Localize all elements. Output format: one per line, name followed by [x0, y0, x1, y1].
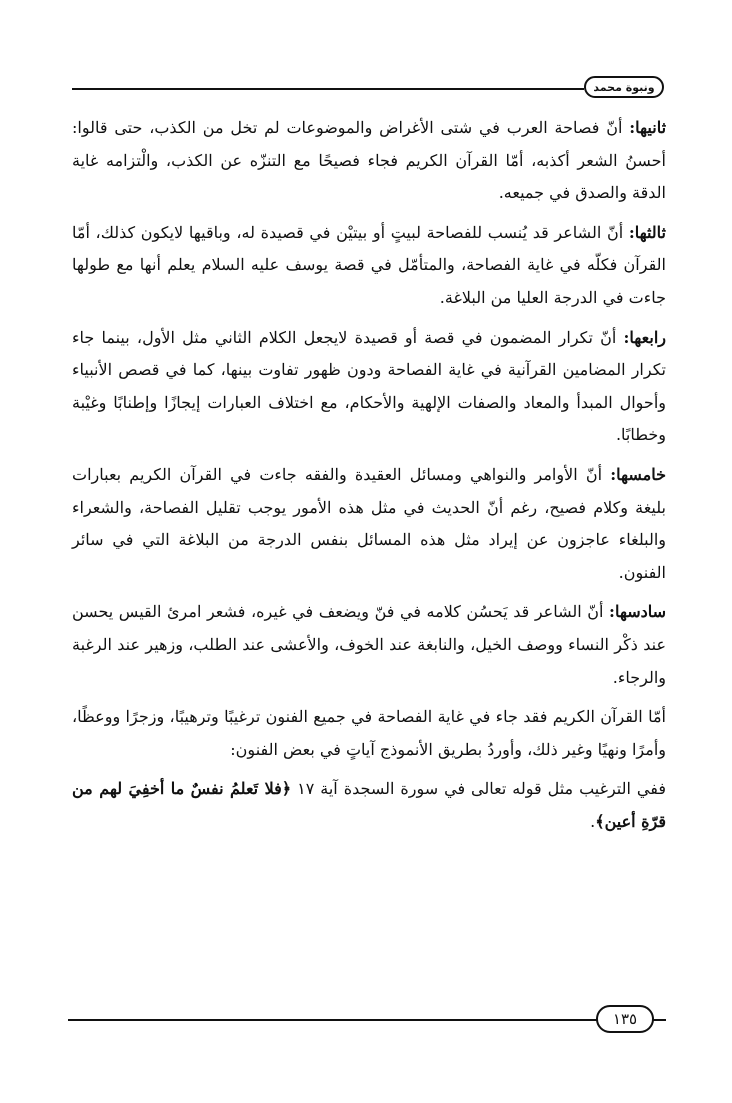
paragraph-second-point: [72, 112, 666, 210]
paragraph-quran-eloquence: [72, 701, 666, 766]
header-rule-tail: [574, 88, 584, 90]
running-header: [72, 70, 664, 106]
footer-rule-tail: [652, 1019, 666, 1021]
paragraph-text: أنّ تكرار المضمون في قصة أو قصيدة لايجعل الكلام الثاني مثل الأول، بينما جاء تكرار المضامين القرآنية في غاية الفصاحة ودون ظهور تفاوت بينها، كما في قصص الأنبياء وأحوال المبدأ والمعاد والصفات الإلهية والأحكام، مع اختلاف العبارات إيجازًا وإطنابًا وغيْبة وخطابًا.: [72, 327, 666, 445]
point-heading: رابعها:: [623, 327, 666, 347]
paragraph-third-point: [72, 217, 666, 315]
paragraph-sixth-point: [72, 596, 666, 694]
closing-period: .: [590, 811, 596, 831]
point-heading: ثالثها:: [628, 222, 666, 242]
point-heading: خامسها:: [610, 464, 666, 484]
paragraph-fourth-point: [72, 322, 666, 452]
point-heading: ثانيها:: [629, 118, 667, 137]
paragraph-text: أمّا القرآن الكريم فقد جاء في غاية الفصاحة في جميع الفنون ترغيبًا وترهيبًا، وزجرًا ووعظًا، وأمرًا ونهيًا وغير ذلك، وأوردُ بطريق الأنموذج آياتٍ في بعض الفنون:: [72, 707, 666, 759]
paragraph-text: أنّ فصاحة العرب في شتى الأغراض والموضوعات لم تخل من الكذب، حتى قالوا: أحسنُ الشعر أكذبه، أمّا القرآن الكريم فجاء فصيحًا مع التنزّه عن الكذب، والْتزامه غاية الدقة والصدق في جميعه.: [72, 118, 666, 203]
page-number: ١٣٥: [596, 1005, 654, 1033]
paragraph-fifth-point: [72, 459, 666, 589]
paragraph-text: ففي الترغيب مثل قوله تعالى في سورة السجدة آية ١٧: [291, 779, 666, 799]
quran-quote: ﴿فلا تَعلمُ نفسٌ ما أخفِيَ لهم من قرّةِ أعين﴾: [72, 779, 666, 831]
footer-rule: [68, 1019, 606, 1021]
paragraph-verse-example: [72, 773, 666, 838]
paragraph-text: أنّ الشاعر قد يُنسب للفصاحة لبيتٍ أو بيتيْن في قصيدة له، وباقيها لايكون كذلك، أمّا القرآن فكلّه في غاية الفصاحة، والمتأمّل في قصة يوسف عليه السلام يعلم أنها مع طولها جاءت في الدرجة العليا من البلاغة.: [72, 222, 666, 307]
header-rule: [72, 88, 576, 90]
running-title: ونبوة محمد: [584, 76, 664, 98]
page-body: [72, 112, 666, 838]
paragraph-text: أنّ الأوامر والنواهي ومسائل العقيدة والفقه جاءت في القرآن الكريم بعبارات بليغة وكلام فصيح، رغم أنّ الحديث في مثل هذه الأمور يوجب تقليل الفصاحة، والشعراء والبلغاء عاجزون عن إيراد مثل هذه المسائل بنفس الدرجة من البلاغة التي في سائر الفنون.: [72, 464, 666, 582]
point-heading: سادسها:: [609, 602, 666, 622]
paragraph-text: أنّ الشاعر قد يَحسُن كلامه في فنّ ويضعف في غيره، فشعر امرئ القيس يحسن عند ذكْر النساء ووصف الخيل، والنابغة عند الخوف، والأعشى عند الطلب، وزهير عند الرغبة والرجاء.: [72, 602, 666, 687]
page-footer: [68, 1000, 666, 1040]
